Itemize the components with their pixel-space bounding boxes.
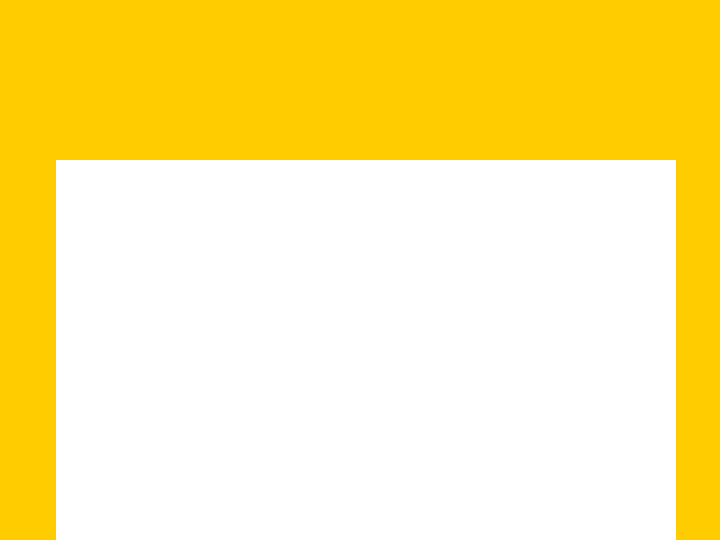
skull-gallery [0, 0, 720, 165]
timeline-chart [56, 160, 676, 540]
timeline-panel [56, 160, 676, 540]
